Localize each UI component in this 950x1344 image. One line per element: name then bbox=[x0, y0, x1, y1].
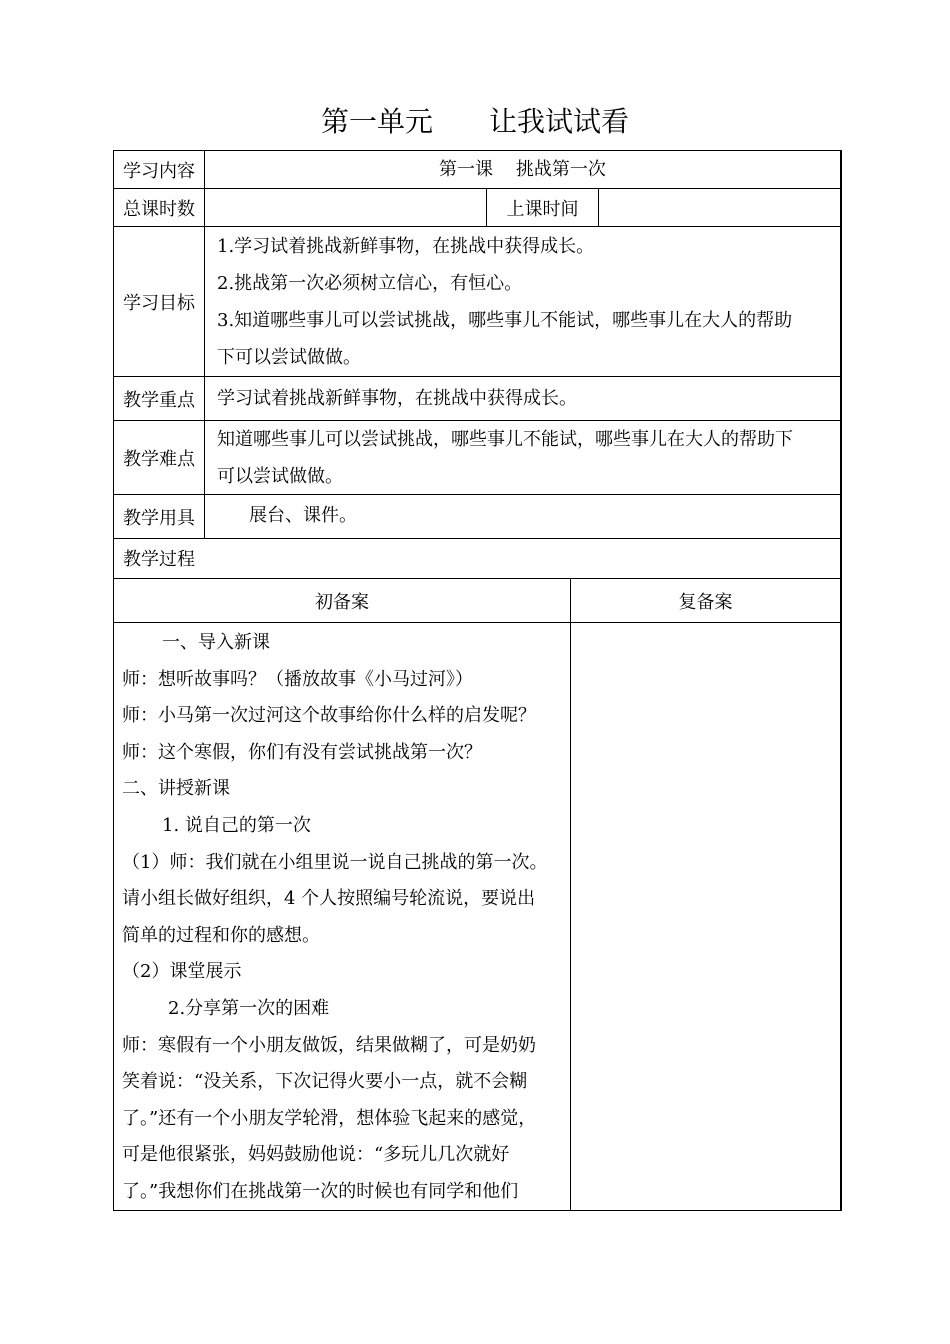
goal-item: 2.挑战第一次必须树立信心，有恒心。 bbox=[217, 273, 523, 294]
process-line: 请小组长做好组织，4 个人按照编号轮流说，要说出 bbox=[122, 888, 536, 910]
label-key-points: 教学重点 bbox=[114, 377, 205, 420]
process-line: 师：想听故事吗？（播放故事《小马过河》） bbox=[122, 668, 473, 690]
row-goals bbox=[114, 227, 840, 377]
page-title bbox=[0, 102, 950, 142]
label-goals: 学习目标 bbox=[114, 227, 205, 376]
row-tools bbox=[114, 495, 840, 539]
row-content bbox=[114, 151, 840, 189]
process-line: 了。”还有一个小朋友学轮滑，想体验飞起来的感觉， bbox=[122, 1107, 537, 1129]
goal-item: 3.知道哪些事儿可以尝试挑战，哪些事儿不能试，哪些事儿在大人的帮助 bbox=[217, 310, 793, 331]
label-content: 学习内容 bbox=[114, 151, 205, 188]
row-difficulties bbox=[114, 421, 840, 495]
row-plan-headers bbox=[114, 579, 840, 623]
draft-plan-header: 初备案 bbox=[114, 579, 571, 622]
label-process: 教学过程 bbox=[123, 549, 195, 570]
goal-item: 1.学习试着挑战新鲜事物，在挑战中获得成长。 bbox=[217, 236, 595, 257]
difficulties-list bbox=[205, 421, 840, 494]
process-line: 师：这个寒假，你们有没有尝试挑战第一次？ bbox=[122, 741, 482, 763]
table-outer-border bbox=[840, 150, 842, 1211]
row-key-points bbox=[114, 377, 840, 421]
label-class-time: 上课时间 bbox=[487, 189, 599, 226]
label-difficulties: 教学难点 bbox=[114, 421, 205, 494]
goals-list bbox=[205, 227, 840, 376]
key-points-value: 学习试着挑战新鲜事物，在挑战中获得成长。 bbox=[217, 388, 577, 409]
lesson-title: 第一课 挑战第一次 bbox=[439, 159, 606, 180]
process-line: 师：小马第一次过河这个故事给你什么样的启发呢？ bbox=[122, 705, 536, 727]
process-line: 笑着说：“没关系，下次记得火要小一点，就不会糊 bbox=[122, 1071, 528, 1093]
process-line: （1）师：我们就在小组里说一说自己挑战的第一次。 bbox=[122, 851, 548, 873]
difficulty-line: 知道哪些事儿可以尝试挑战，哪些事儿不能试，哪些事儿在大人的帮助下 bbox=[217, 429, 793, 450]
unit-name: 让我试试看 bbox=[489, 105, 630, 138]
difficulty-line: 可以尝试做做。 bbox=[217, 466, 343, 487]
process-line: 2.分享第一次的困难 bbox=[168, 997, 330, 1019]
review-plan-header: 复备案 bbox=[678, 591, 733, 613]
tools-value: 展台、课件。 bbox=[249, 505, 357, 526]
hours-value[interactable] bbox=[205, 189, 487, 226]
process-line: 了。”我想你们在挑战第一次的时候也有同学和他们 bbox=[122, 1180, 519, 1202]
lesson-plan-table bbox=[113, 150, 841, 1211]
goal-item: 下可以尝试做做。 bbox=[217, 347, 361, 368]
row-hours bbox=[114, 189, 840, 227]
process-line: 可是他很紧张，妈妈鼓励他说：“多玩儿几次就好 bbox=[122, 1144, 510, 1166]
label-tools: 教学用具 bbox=[114, 495, 205, 538]
class-time-value[interactable] bbox=[599, 189, 840, 226]
process-line: 二、讲授新课 bbox=[122, 778, 230, 800]
unit-title: 第一单元 bbox=[320, 105, 433, 138]
review-plan-content[interactable] bbox=[571, 623, 840, 1210]
draft-plan-content bbox=[114, 623, 571, 1210]
process-line: （2）课堂展示 bbox=[122, 961, 242, 983]
process-line: 一、导入新课 bbox=[162, 632, 270, 653]
label-hours: 总课时数 bbox=[114, 189, 205, 226]
process-line: 师：寒假有一个小朋友做饭，结果做糊了，可是奶奶 bbox=[122, 1034, 536, 1056]
row-process bbox=[114, 539, 840, 579]
process-line: 简单的过程和你的感想。 bbox=[122, 924, 320, 946]
process-line: 1. 说自己的第一次 bbox=[162, 814, 311, 836]
